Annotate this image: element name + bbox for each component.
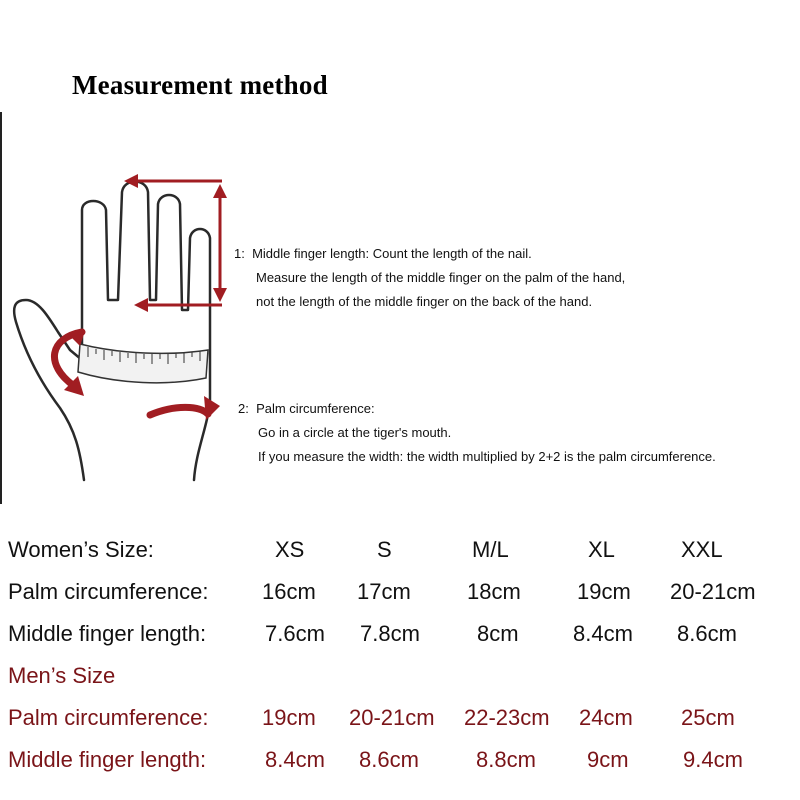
row-label: Women’s Size: (8, 537, 154, 562)
note-2-line-3: If you measure the width: the width multiplied by 2+2 is the palm circumference. (258, 449, 716, 464)
value-cell: 19cm (577, 579, 631, 604)
value-cell: 19cm (262, 705, 316, 730)
value-cell: 8.8cm (476, 747, 536, 772)
row-label: Men’s Size (8, 663, 116, 688)
note-1-line-2: Measure the length of the middle finger on the palm of the hand, (256, 270, 626, 285)
note-2-line-2: Go in a circle at the tiger's mouth. (258, 425, 452, 440)
note-1-number: 1: (234, 246, 245, 261)
value-cell: 16cm (262, 579, 316, 604)
value-cell: 24cm (579, 705, 633, 730)
value-cell: 7.6cm (265, 621, 325, 646)
note-middle-finger (234, 242, 625, 314)
value-cell: 8.6cm (359, 747, 419, 772)
measuring-tape (78, 344, 208, 383)
men-finger-row (0, 747, 800, 789)
value-cell: 8.6cm (677, 621, 737, 646)
page-title: Measurement method (72, 70, 328, 100)
bottom-arrow-head (134, 298, 148, 312)
note-1-line-1: Middle finger length: Count the length of the nail. (252, 246, 532, 261)
note-palm (238, 397, 716, 469)
size-cell: M/L (472, 537, 509, 562)
value-cell: 8.4cm (265, 747, 325, 772)
right-curve-arrow (150, 407, 208, 415)
value-cell: 20-21cm (670, 579, 756, 604)
women-palm-row (0, 579, 800, 621)
size-cell: XS (275, 537, 305, 562)
value-cell: 25cm (681, 705, 735, 730)
row-label: Palm circumference: (8, 579, 209, 604)
row-label: Palm circumference: (8, 705, 209, 730)
value-cell: 9cm (587, 747, 629, 772)
row-label: Middle finger length: (8, 747, 207, 772)
size-cell: S (377, 537, 392, 562)
value-cell: 22-23cm (464, 705, 550, 730)
right-curve-arrow-head (204, 396, 220, 420)
vertical-arrow-up (213, 184, 227, 198)
note-2-line-1: Palm circumference: (256, 401, 375, 416)
value-cell: 7.8cm (360, 621, 420, 646)
hand-diagram (0, 150, 240, 490)
note-1-line-3: not the length of the middle finger on the back of the hand. (256, 294, 593, 309)
value-cell: 8.4cm (573, 621, 633, 646)
men-size-row (0, 663, 800, 705)
size-cell: XXL (681, 537, 723, 562)
value-cell: 8cm (477, 621, 519, 646)
value-cell: 18cm (467, 579, 521, 604)
note-2-number: 2: (238, 401, 249, 416)
row-label: Middle finger length: (8, 621, 207, 646)
hand-outline (14, 182, 210, 481)
size-cell: XL (588, 537, 615, 562)
value-cell: 17cm (357, 579, 411, 604)
value-cell: 20-21cm (349, 705, 435, 730)
men-palm-row (0, 705, 800, 747)
women-size-row (0, 537, 800, 579)
women-finger-row (0, 621, 800, 663)
vertical-arrow-down (213, 288, 227, 302)
value-cell: 9.4cm (683, 747, 743, 772)
